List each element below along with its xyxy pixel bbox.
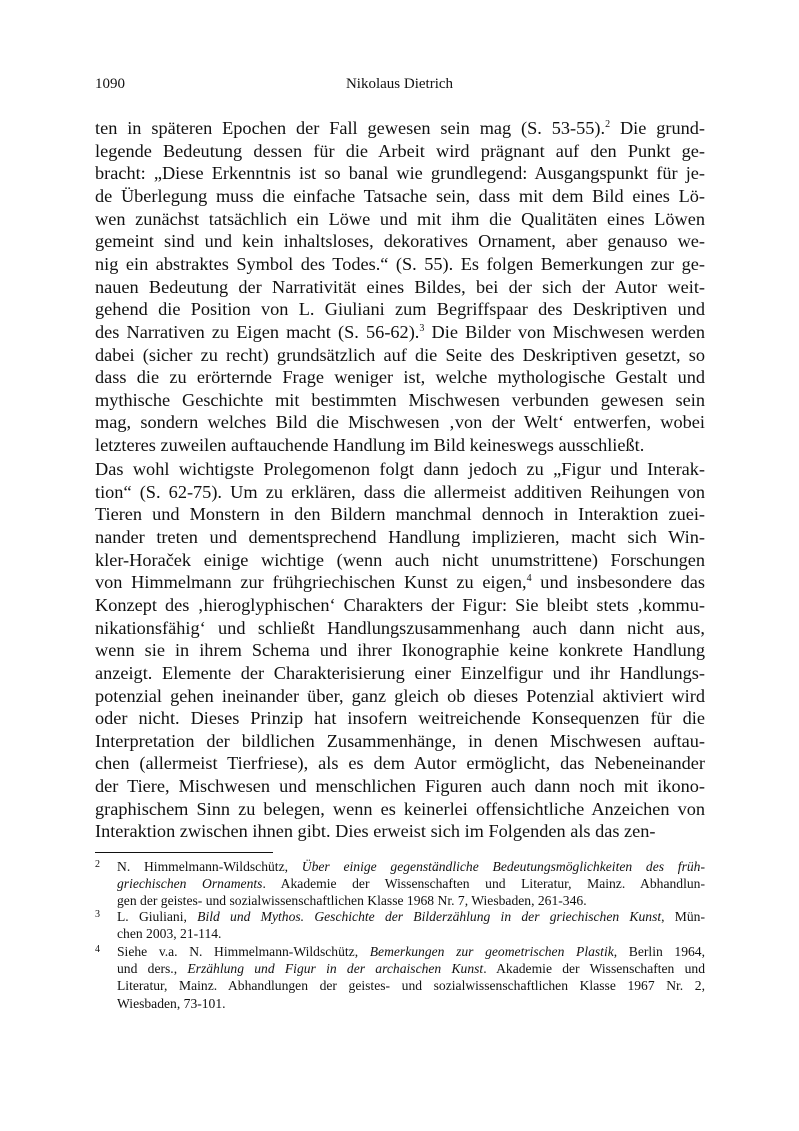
footnote-line: gen der geistes- und sozialwissenschaftlichen Klasse 1968 Nr. 7, Wiesbaden, 261-346. [117,893,587,909]
body-line: des Narrativen zu Eigen macht (S. 56-62).$^3$ Die Bilder von Mischwesen werden [95,321,705,342]
body-line: potenzial gehen ineinander über, ganz gleich ob dieses Potenzial aktiviert wird [95,685,705,706]
footnote-line: Wiesbaden, 73-101. [117,995,226,1011]
body-line: wenn sie in ihrem Schema und ihrer Ikonographie keine konkrete Handlung [95,640,705,661]
body-line: bracht: „Diese Erkenntnis ist so banal wie grundlegend: Ausgangspunkt für je- [95,163,705,184]
footnote-line: und ders., Erzählung und Figur in der archaischen Kunst. Akademie der Wissenschaften und [117,961,705,977]
footnote-ref: 3 [419,322,425,334]
footnote-line: Literatur, Mainz. Abhandlungen der geistes- und sozialwissenschaftlichen Klasse 1967 Nr. 2, [117,978,705,994]
body-line: nauen Bedeutung der Narrativität eines Bildes, bei der sich der Autor weit- [95,276,705,297]
body-line: legende Bedeutung dessen für die Arbeit wird prägnant auf den Punkt ge- [95,140,705,161]
body-line: anzeigt. Elemente der Charakterisierung einer Einzelfigur und ihr Handlungs- [95,662,705,683]
footnote-line: chen 2003, 21-114. [117,926,222,942]
body-line: wen zunächst tatsächlich ein Löwe und mit ihm die Qualitäten eines Löwen [95,208,705,229]
page-number: 1090 [95,76,125,92]
body-line: dass die zu erörternde Frage weniger ist, welche mythologische Gestalt und [95,367,705,388]
footnote-line: L. Giuliani, Bild und Mythos. Geschichte der Bilderzählung in der griechischen Kunst, Mün- [117,909,705,924]
body-line: mag, sondern welches Bild die Mischwesen ‚von der Welt‘ entwerfen, wobei [95,412,705,433]
body-line: nig ein abstraktes Symbol des Todes.“ (S. 55). Es folgen Bemerkungen zur ge- [95,253,705,274]
footnote-line: griechischen Ornaments. Akademie der Wissenschaften und Literatur, Mainz. Abhandlun- [117,876,705,892]
body-line: ten in späteren Epochen der Fall gewesen sein mag (S. 53-55).$^2$ Die grund- [95,118,705,138]
italic-title: Bemerkungen zur geometrischen Plastik [369,944,614,959]
body-line: mythische Geschichte mit bestimmten Mischwesen verbunden gewesen sein [95,389,705,410]
body-line: nander treten und dementsprechend Handlung implizieren, macht sich Win- [95,526,705,547]
body-line: Interaktion zwischen ihnen gibt. Dies erweist sich im Folgenden als das zen- [95,821,656,842]
body-line: Interpretation der bildlichen Zusammenhänge, in denen Mischwesen auftau- [95,730,705,751]
body-line: von Himmelmann zur frühgriechischen Kunst zu eigen,$^4$ und insbesondere das [95,572,705,593]
body-line: kler-Horaček einige wichtige (wenn auch nicht unumstrittene) Forschungen [95,549,705,570]
body-line: letzteres zuweilen auftauchende Handlung im Bild keineswegs ausschließt. [95,435,645,456]
footnote-ref: 4 [526,573,532,585]
footnote-rule [95,852,273,853]
body-line: oder nicht. Dieses Prinzip hat insofern weitreichende Konsequenzen für die [95,708,705,729]
body-line: gemeint sind und kein inhaltsloses, dekoratives Ornament, aber genauso we- [95,231,705,252]
body-line: de Überlegung muss die einfache Tatsache sein, dass mit dem Bild eines Lö- [95,185,705,206]
body-line: dabei (sicher zu recht) grundsätzlich auf die Seite des Deskriptiven gesetzt, so [95,344,705,365]
footnote-line: Siehe v.a. N. Himmelmann-Wildschütz, Bemerkungen zur geometrischen Plastik, Berlin 1964, [117,944,705,959]
body-line: Das wohl wichtigste Prolegomenon folgt dann jedoch zu „Figur und Interak- [95,459,705,479]
footnote-line: N. Himmelmann-Wildschütz, Über einige gegenständliche Bedeutungsmöglichkeiten des früh- [117,859,705,874]
body-line: Tieren und Monstern in den Bildern manchmal dennoch in Interaktion zuei- [95,504,705,525]
italic-title: Über einige gegenständliche Bedeutungsmöglichkeiten des früh- [301,859,705,874]
italic-title: Bild und Mythos. Geschichte der Bilderzählung in der griechischen Kunst [197,909,662,924]
italic-title: griechischen Ornaments [117,876,263,892]
body-line: gehend die Position von L. Giuliani zum Begriffspaar des Deskriptiven und [95,299,705,320]
body-line: chen (allermeist Tierfriese), als es dem Autor ermöglicht, das Nebeneinander [95,753,705,774]
footnote-number: 4 [95,944,100,955]
body-line: graphischem Sinn zu belegen, wenn es keinerlei offensichtliche Anzeichen von [95,798,705,819]
italic-title: Erzählung und Figur in der archaischen Kunst [187,961,484,977]
body-line: tion“ (S. 62-75). Um zu erklären, dass die allermeist additiven Reihungen von [95,481,705,502]
body-line: der Tiere, Mischwesen und menschlichen Figuren auch dann noch mit ikono- [95,776,705,797]
body-line: nikationsfähig‘ und schließt Handlungszusammenhang auch dann nicht aus, [95,617,705,638]
footnote-number: 3 [95,909,100,920]
running-head: Nikolaus Dietrich [345,76,454,92]
body-line: Konzept des ‚hieroglyphischen‘ Charakters der Figur: Sie bleibt stets ‚kommu- [95,594,705,615]
footnote-ref: 2 [605,119,611,130]
footnote-number: 2 [95,859,100,870]
